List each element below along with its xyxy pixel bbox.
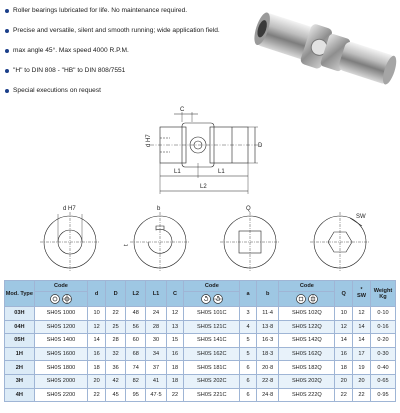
cell-weight: 0·40 <box>370 361 395 375</box>
cell-a: 5 <box>240 334 257 348</box>
cell-C: 13 <box>166 320 184 334</box>
cell-code3: SH0S 222Q <box>279 388 335 402</box>
cell-b: 11·4 <box>256 307 279 321</box>
table-row <box>5 347 396 361</box>
cell-code3: SH0S 182Q <box>279 361 335 375</box>
cell-model: 2H <box>5 361 35 375</box>
cell-a: 5 <box>240 347 257 361</box>
spec-table <box>4 280 396 402</box>
col-L2: L2 <box>126 281 146 307</box>
dim-l2-label: L2 <box>200 184 207 190</box>
cell-Q: 16 <box>335 347 353 361</box>
cell-Q: 18 <box>335 361 353 375</box>
cell-SW: 22 <box>353 388 371 402</box>
dim-d-label: D <box>258 143 263 149</box>
cell-b: 16·3 <box>256 334 279 348</box>
cell-L1: 41 <box>146 374 166 388</box>
cell-C: 18 <box>166 374 184 388</box>
cell-SW: 12 <box>353 307 371 321</box>
section-round-bore <box>40 206 100 272</box>
col-code3: Code <box>279 281 335 292</box>
cell-weight: 0·16 <box>370 320 395 334</box>
cell-code1: SH0S 2200 <box>34 388 87 402</box>
cell-code3: SH0S 102Q <box>279 307 335 321</box>
cell-L1: 28 <box>146 320 166 334</box>
cell-a: 3 <box>240 307 257 321</box>
cell-d: 22 <box>88 388 106 402</box>
dim-l1-right-label: L1 <box>218 169 225 175</box>
cell-code2: SH0S 181C <box>184 361 240 375</box>
cell-code1: SH0S 1200 <box>34 320 87 334</box>
cell-L2: 60 <box>126 334 146 348</box>
table-row <box>5 334 396 348</box>
cell-model: 03H <box>5 307 35 321</box>
cell-L1: 30 <box>146 334 166 348</box>
star-mark: * <box>360 287 363 293</box>
cell-SW: 14 <box>353 320 371 334</box>
cell-b: 22·8 <box>256 374 279 388</box>
col-sw-label: SW <box>357 293 367 299</box>
col-SW <box>353 281 371 307</box>
table-row <box>5 320 396 334</box>
cell-Q: 12 <box>335 320 353 334</box>
keyway-bore-icon <box>213 294 223 304</box>
feature-item: max angle 45°. Max speed 4000 R.P.M. <box>4 47 266 67</box>
code2-symbols <box>184 292 240 307</box>
cell-D: 28 <box>105 334 125 348</box>
keyway-bore-icon <box>201 294 211 304</box>
cell-d: 10 <box>88 307 106 321</box>
cell-weight: 0·95 <box>370 388 395 402</box>
col-L1: L1 <box>146 281 166 307</box>
square-bore-icon <box>308 294 318 304</box>
cell-b: 24·8 <box>256 388 279 402</box>
universal-joint-photo <box>250 2 398 102</box>
cell-L2: 48 <box>126 307 146 321</box>
cell-model: 05H <box>5 334 35 348</box>
cell-C: 16 <box>166 347 184 361</box>
cell-code1: SH0S 2000 <box>34 374 87 388</box>
feature-item: "H" to DIN 808 - "HB" to DIN 808/7551 <box>4 67 266 87</box>
cell-L2: 82 <box>126 374 146 388</box>
cell-a: 4 <box>240 320 257 334</box>
joint-dimension-drawing <box>140 102 270 200</box>
cell-code1: SH0S 1000 <box>34 307 87 321</box>
cell-D: 32 <box>105 347 125 361</box>
cell-code1: SH0S 1800 <box>34 361 87 375</box>
col-D: D <box>105 281 125 307</box>
cell-code2: SH0S 141C <box>184 334 240 348</box>
feature-list <box>4 7 266 107</box>
cell-weight: 0·30 <box>370 347 395 361</box>
cell-d: 18 <box>88 361 106 375</box>
cell-SW: 14 <box>353 334 371 348</box>
feature-item: Roller bearings lubricated for life. No maintenance required. <box>4 7 266 27</box>
col-Q: Q <box>335 281 353 307</box>
cell-C: 22 <box>166 388 184 402</box>
cell-d: 12 <box>88 320 106 334</box>
cell-d: 20 <box>88 374 106 388</box>
section-keyway-bore <box>124 206 190 272</box>
cell-SW: 19 <box>353 361 371 375</box>
cell-L1: 37 <box>146 361 166 375</box>
cell-weight: 0·20 <box>370 334 395 348</box>
cell-a: 6 <box>240 388 257 402</box>
cell-L2: 95 <box>126 388 146 402</box>
code3-symbols <box>279 292 335 307</box>
cell-C: 15 <box>166 334 184 348</box>
cell-code2: SH0S 121C <box>184 320 240 334</box>
cell-L1: 24 <box>146 307 166 321</box>
cell-d: 16 <box>88 347 106 361</box>
section-b-label: b <box>157 206 161 212</box>
cell-D: 42 <box>105 374 125 388</box>
table-row <box>5 374 396 388</box>
section-hex-bore <box>310 212 370 272</box>
cell-code2: SH0S 101C <box>184 307 240 321</box>
cell-a: 6 <box>240 374 257 388</box>
cell-b: 13·8 <box>256 320 279 334</box>
dim-c-label: C <box>180 107 185 113</box>
cell-weight: 0·10 <box>370 307 395 321</box>
table-row <box>5 361 396 375</box>
col-C: C <box>166 281 184 307</box>
cell-L1: 47·5 <box>146 388 166 402</box>
cell-code3: SH0S 202Q <box>279 374 335 388</box>
cell-d: 14 <box>88 334 106 348</box>
cell-SW: 17 <box>353 347 371 361</box>
cell-L2: 68 <box>126 347 146 361</box>
cell-D: 45 <box>105 388 125 402</box>
cell-Q: 14 <box>335 334 353 348</box>
table-row <box>5 388 396 402</box>
round-bore-icon <box>50 294 60 304</box>
table-row <box>5 307 396 321</box>
cell-weight: 0·65 <box>370 374 395 388</box>
cell-model: 1H <box>5 347 35 361</box>
dim-l1-left-label: L1 <box>174 169 181 175</box>
cell-code1: SH0S 1600 <box>34 347 87 361</box>
cell-model: 3H <box>5 374 35 388</box>
section-t-label: t <box>124 244 130 246</box>
cell-L1: 34 <box>146 347 166 361</box>
cell-b: 18·3 <box>256 347 279 361</box>
cell-b: 20·8 <box>256 361 279 375</box>
cell-a: 6 <box>240 361 257 375</box>
code1-symbols <box>34 292 87 307</box>
cell-code3: SH0S 122Q <box>279 320 335 334</box>
col-code1: Code <box>34 281 87 292</box>
section-dh7-label: d H7 <box>63 206 76 212</box>
cell-code3: SH0S 142Q <box>279 334 335 348</box>
cell-code2: SH0S 202C <box>184 374 240 388</box>
cell-code2: SH0S 221C <box>184 388 240 402</box>
col-b: b <box>256 281 279 307</box>
cell-L2: 74 <box>126 361 146 375</box>
cell-code2: SH0S 162C <box>184 347 240 361</box>
cell-C: 12 <box>166 307 184 321</box>
round-bore-icon <box>62 294 72 304</box>
dim-dh7-label: d H7 <box>146 134 152 147</box>
cell-L2: 56 <box>126 320 146 334</box>
cell-Q: 20 <box>335 374 353 388</box>
cell-code1: SH0S 1400 <box>34 334 87 348</box>
cell-model: 04H <box>5 320 35 334</box>
bore-section-views <box>0 198 400 276</box>
cell-SW: 20 <box>353 374 371 388</box>
square-bore-icon <box>296 294 306 304</box>
feature-item: Precise and versatile, silent and smooth running; wide application field. <box>4 27 266 47</box>
section-square-bore <box>220 206 280 272</box>
col-d: d <box>88 281 106 307</box>
feature-item: Special executions on request <box>4 87 266 107</box>
cell-C: 18 <box>166 361 184 375</box>
section-sw-label: SW <box>356 214 366 220</box>
cell-D: 22 <box>105 307 125 321</box>
cell-model: 4H <box>5 388 35 402</box>
cell-Q: 10 <box>335 307 353 321</box>
cell-D: 25 <box>105 320 125 334</box>
col-code2: Code <box>184 281 240 292</box>
section-q-label: Q <box>246 206 251 212</box>
cell-D: 36 <box>105 361 125 375</box>
cell-code3: SH0S 162Q <box>279 347 335 361</box>
cell-Q: 22 <box>335 388 353 402</box>
col-a: a <box>240 281 257 307</box>
col-weight: Weight Kg <box>370 281 395 307</box>
col-model: Mod. Type <box>5 281 35 307</box>
